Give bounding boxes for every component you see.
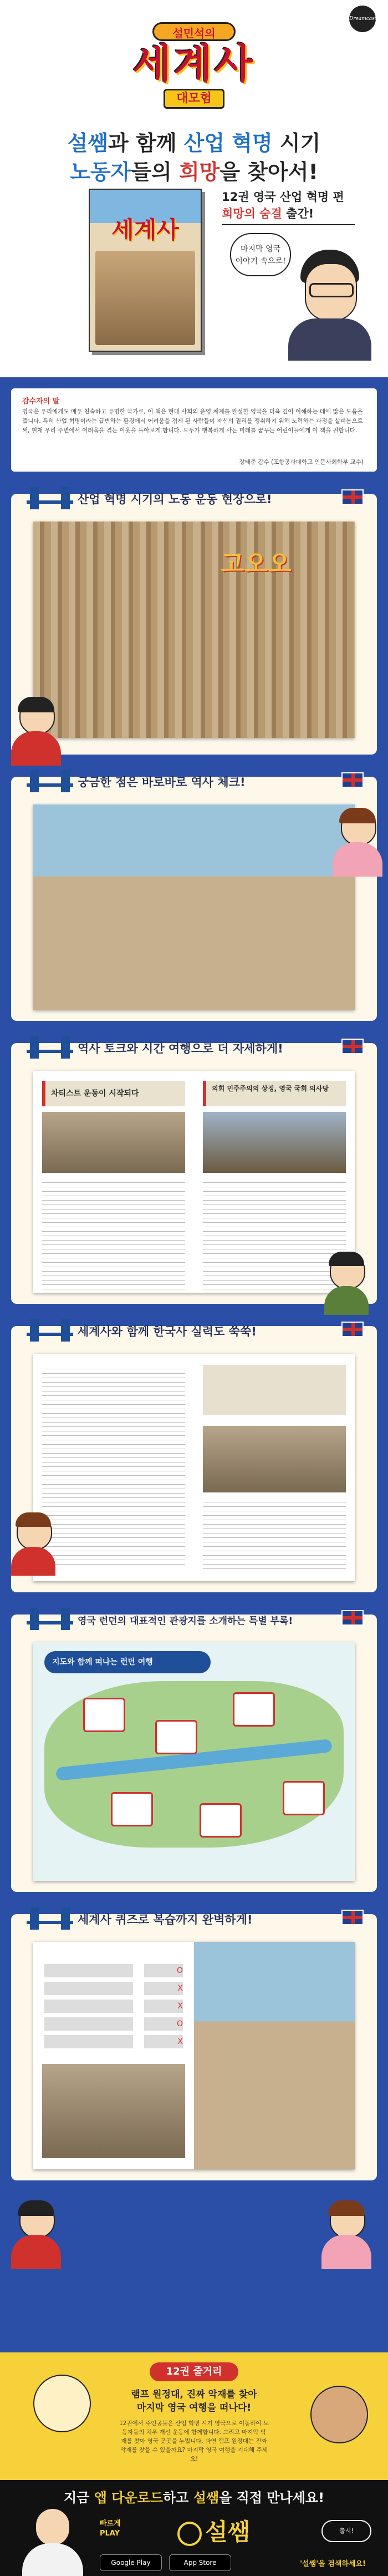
uk-flag-icon bbox=[341, 1322, 364, 1337]
feature-panel-2 bbox=[11, 777, 377, 1021]
timeline-graphic bbox=[203, 1365, 346, 1415]
sample-spread-3 bbox=[33, 1071, 355, 1293]
hero-headline bbox=[0, 129, 388, 186]
quiz-answer-page bbox=[194, 1942, 355, 2169]
comic-page-left bbox=[33, 804, 194, 1010]
episode-badge: 12권 줄거리 bbox=[150, 2362, 238, 2381]
panel-title: 영국 런던의 대표적인 관광지를 소개하는 특별 부록! bbox=[78, 1616, 293, 1627]
release-suffix: 출간! bbox=[282, 207, 314, 220]
headline-segment: 노동자 bbox=[70, 160, 131, 184]
author-illustration bbox=[288, 250, 371, 361]
app-logo-icon bbox=[177, 2522, 202, 2546]
tower-bridge-icon bbox=[27, 1907, 73, 1930]
app-logo bbox=[177, 2516, 272, 2549]
speech-bubble: 마지막 영국 이야기 속으로! bbox=[230, 233, 291, 276]
uk-flag-icon bbox=[341, 1910, 364, 1925]
headline-segment: 을 찾아서! bbox=[219, 160, 318, 184]
logo-top-text: 설민석의 bbox=[152, 22, 236, 41]
landmark-marker bbox=[200, 1803, 242, 1838]
quiz-row: X bbox=[44, 1982, 183, 1995]
london-map-spread bbox=[33, 1642, 355, 1881]
korean-history-page-right bbox=[194, 1354, 355, 1581]
quiz-spread bbox=[33, 1942, 355, 2169]
headline-segment: 시기 bbox=[272, 131, 321, 155]
app-headline-e: 을 직접 만나세요! bbox=[219, 2490, 325, 2506]
map-banner: 지도와 함께 떠나는 런던 여행 bbox=[44, 1651, 211, 1673]
time-travel-heading: 의회 민주주의의 상징, 영국 국회 의사당 bbox=[203, 1081, 346, 1106]
feature-panel-6 bbox=[11, 1914, 377, 2180]
launch-badge: 출시! bbox=[321, 2520, 371, 2542]
quiz-row: X bbox=[44, 2000, 183, 2013]
app-headline-c: 하고 bbox=[162, 2490, 193, 2506]
panel-title: 역사 토크와 시간 여행으로 더 자세하게! bbox=[78, 1042, 283, 1055]
panel-title: 세계사와 함께 한국사 실력도 쑥쑥! bbox=[78, 1325, 257, 1338]
landmark-marker bbox=[233, 1692, 275, 1727]
character-boy bbox=[11, 2203, 61, 2269]
episode-headline-1: 램프 원정대, 진짜 악재를 찾아 bbox=[131, 2389, 257, 2400]
landmark-marker bbox=[155, 1720, 197, 1754]
headline-segment: 들의 bbox=[131, 160, 179, 184]
history-talk-body bbox=[42, 1178, 185, 1289]
google-play-button[interactable]: Google Play bbox=[100, 2554, 162, 2571]
landmark-marker bbox=[111, 1792, 153, 1826]
quiz-illustration bbox=[42, 2064, 185, 2158]
feature-panel-4 bbox=[11, 1326, 377, 1592]
headline-line-1 bbox=[0, 129, 388, 158]
page-body bbox=[42, 1365, 185, 1565]
panel-title-bar bbox=[11, 1607, 377, 1632]
release-info bbox=[222, 189, 366, 225]
release-line-1: 12권 영국 산업 혁명 편 bbox=[222, 190, 344, 204]
quiz-page bbox=[33, 1942, 194, 2169]
app-store-button[interactable]: App Store bbox=[169, 2554, 231, 2571]
app-headline-a: 지금 bbox=[63, 2490, 94, 2506]
headline-line-2 bbox=[0, 158, 388, 186]
episode-headline-2: 마지막 영국 여행을 떠나다! bbox=[136, 2402, 252, 2413]
features-section bbox=[0, 377, 388, 2352]
headline-segment: 희망 bbox=[178, 160, 220, 184]
panel-title: 세계사 퀴즈로 복습까지 완벽하게! bbox=[78, 1913, 253, 1926]
tower-bridge-icon bbox=[27, 1608, 73, 1630]
recommendation-text: 영국은 우리에게도 매우 친숙하고 유명한 국가로, 이 책은 현대 사회의 운영 체계를 완성한 영국을 더욱 깊이 이해하는 데에 많은 도움을 줍니다. 특히 산업 혁명이라는 급변하는 환경에서 어려움을 겪게 된 사람들이 자신의 권리를 쟁취하기 위해 노력하는 과정을 살펴봄으로써, 현재 우리 주변에서 어려움을 겪는 이웃을 돌아보게 합니다. 모두가 행복하게 사는 미래를 꿈꾸는 어린이들에게 이 책을 권합니다. bbox=[22, 408, 363, 434]
headline-segment: 설쌤 bbox=[67, 131, 109, 155]
brand-logo: Dreamcast bbox=[349, 6, 376, 32]
history-talk-page bbox=[33, 1071, 194, 1293]
panel-title-bar bbox=[11, 1035, 377, 1061]
app-side-text: 빠르게 PLAY bbox=[100, 2519, 121, 2538]
panel-title-bar bbox=[11, 769, 377, 794]
release-line-2 bbox=[222, 205, 366, 222]
episode-summary-section bbox=[0, 2352, 388, 2480]
uk-flag-icon bbox=[341, 772, 364, 788]
character-boy bbox=[11, 699, 61, 766]
character-icon bbox=[11, 1515, 55, 1576]
history-talk-image bbox=[42, 1112, 185, 1173]
uk-flag-icon bbox=[341, 1610, 364, 1626]
history-photo bbox=[203, 1426, 346, 1492]
episode-body: 12권에서 주인공들은 산업 혁명 시기 영국으로 이동하여 노동자들의 처우 개선 운동에 함께합니다. 그리고 마지막 악재를 찾아 영국 곳곳을 누빕니다. 과연 램프 원정대는 진짜 악재를 찾을 수 있을까요? 마지막 영국 여행을 기대해 주세요! bbox=[119, 2420, 269, 2462]
recommendation-title: 감수자의 말 bbox=[22, 397, 60, 406]
app-promo-section bbox=[0, 2480, 388, 2576]
app-headline-b: 앱 다운로드 bbox=[94, 2490, 163, 2506]
tower-bridge-icon bbox=[27, 487, 73, 509]
comic-sfx: 고오오 bbox=[221, 550, 292, 578]
book-cover-illustration bbox=[95, 251, 195, 345]
headline-segment: 과 함께 bbox=[108, 131, 184, 155]
feature-panel-3 bbox=[11, 1043, 377, 1304]
korean-history-page-left bbox=[33, 1354, 194, 1581]
uk-flag-icon bbox=[341, 489, 364, 505]
panel-title: 궁금한 점은 바로바로 역사 체크! bbox=[78, 776, 246, 789]
quiz-row: O bbox=[44, 2017, 183, 2031]
recommendation-box bbox=[11, 388, 377, 472]
quiz-row: X bbox=[44, 2035, 183, 2048]
panel-title: 산업 혁명 시기의 노동 운동 현장으로! bbox=[78, 493, 272, 506]
character-girl bbox=[333, 810, 382, 877]
headline-segment: 산업 혁명 bbox=[183, 131, 273, 155]
release-underline bbox=[222, 224, 355, 225]
app-headline bbox=[0, 2487, 388, 2506]
comic-page-right bbox=[194, 804, 355, 1010]
recommendation-signature: 장태준 감수 (포항공과대학교 인문사회학부 교수) bbox=[239, 459, 364, 465]
page-body bbox=[203, 1498, 346, 1570]
character-icon bbox=[324, 1254, 369, 1315]
app-logo-text: 설쌤 bbox=[205, 2518, 251, 2545]
logo-main-text: 세계사 bbox=[132, 41, 256, 87]
presenter-photo bbox=[22, 2509, 83, 2576]
feature-panel-5 bbox=[11, 1615, 377, 1892]
comic-page-right bbox=[194, 522, 355, 738]
panel-title-bar bbox=[11, 1318, 377, 1344]
tower-bridge-icon bbox=[27, 770, 73, 792]
book-cover-title: 세계사 bbox=[111, 216, 179, 244]
app-search-hint: '설쌤'을 검색하세요! bbox=[300, 2560, 366, 2568]
landmark-marker bbox=[83, 1698, 125, 1732]
app-headline-d: 설쌤 bbox=[193, 2490, 219, 2506]
time-travel-image bbox=[203, 1112, 346, 1173]
panel-title-bar bbox=[11, 1906, 377, 1932]
uk-flag-icon bbox=[341, 1039, 364, 1054]
sample-spread-2 bbox=[33, 804, 355, 1010]
author-body bbox=[288, 318, 371, 361]
tower-bridge-icon bbox=[27, 1319, 73, 1342]
feature-panel-1 bbox=[11, 494, 377, 755]
logo-sub-text: 대모험 bbox=[164, 89, 224, 109]
series-logo bbox=[119, 22, 269, 117]
panel-title-bar bbox=[11, 486, 377, 512]
history-talk-heading: 차티스트 운동이 시작되다 bbox=[42, 1081, 185, 1106]
quiz-row: O bbox=[44, 1964, 183, 1977]
release-subtitle: 희망의 숨결 bbox=[222, 207, 282, 220]
character-girl bbox=[321, 2203, 371, 2269]
hero-section bbox=[0, 0, 388, 377]
landmark-marker bbox=[283, 1781, 325, 1815]
tower-bridge-icon bbox=[27, 1036, 73, 1059]
book-cover bbox=[89, 189, 202, 352]
sample-spread-4 bbox=[33, 1354, 355, 1581]
author-glasses bbox=[309, 283, 354, 297]
episode-headline bbox=[0, 2388, 388, 2415]
sample-spread-1 bbox=[33, 522, 355, 738]
